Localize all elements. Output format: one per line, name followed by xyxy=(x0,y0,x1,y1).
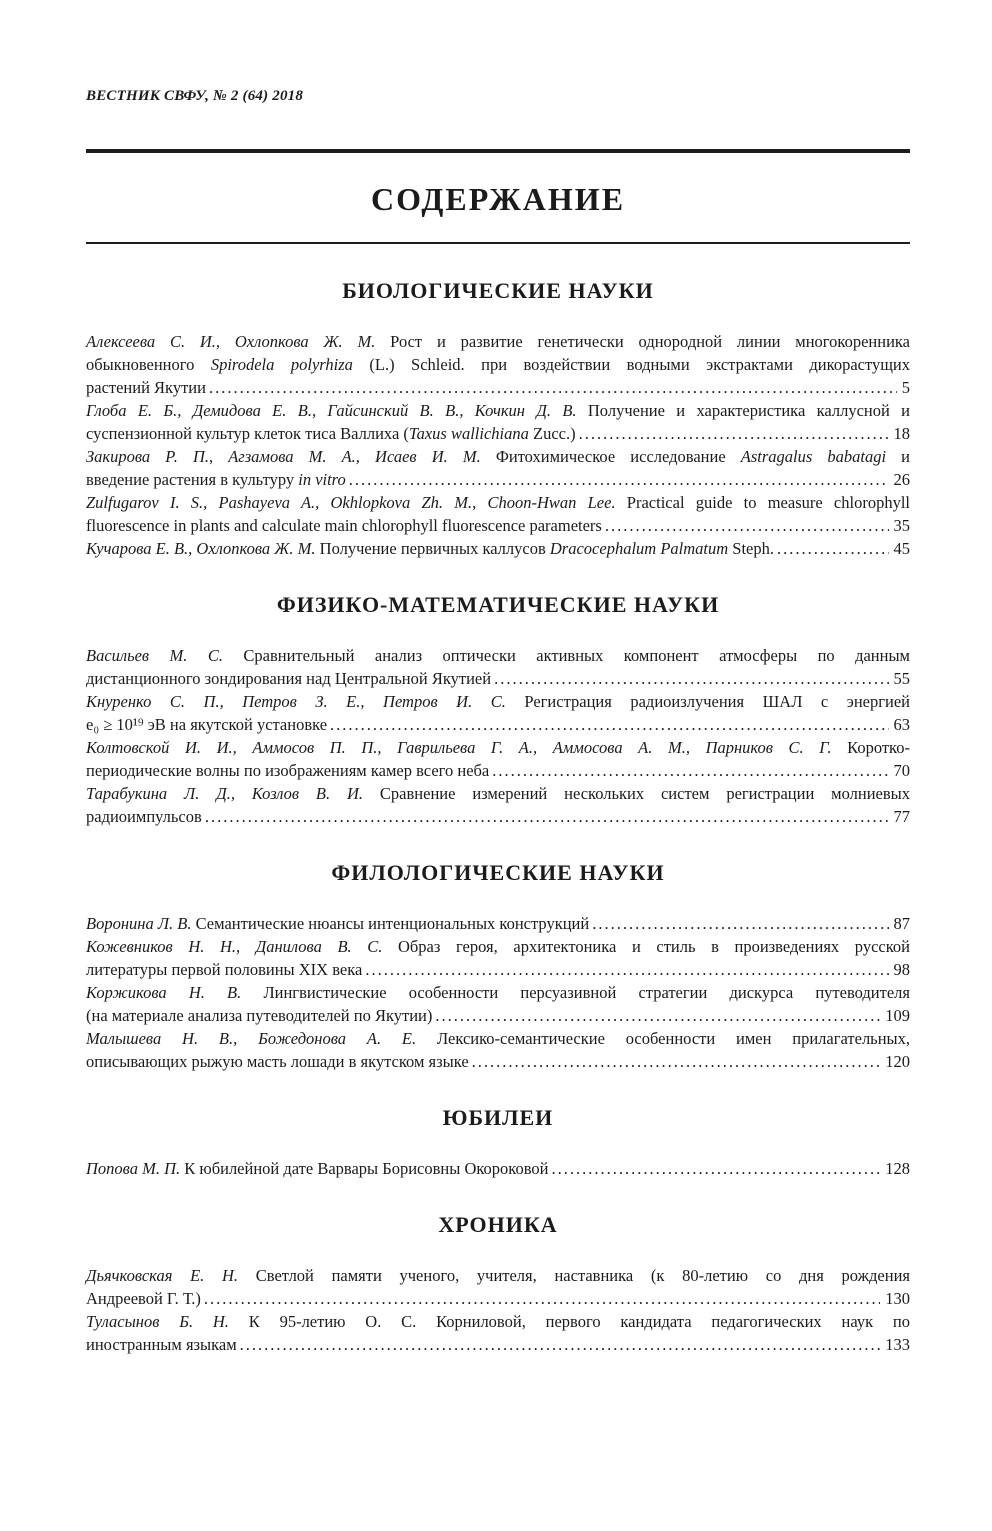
text-segment: обыкновенного xyxy=(86,355,211,374)
entry-text xyxy=(86,958,362,981)
entry-text xyxy=(86,401,910,420)
page-number: 87 xyxy=(893,914,910,933)
italic-segment: in vitro xyxy=(298,470,346,489)
dot-leader xyxy=(472,1050,881,1073)
italic-segment: Дьячковская Е. Н. xyxy=(86,1266,239,1285)
toc-section xyxy=(86,860,910,1073)
entry-line xyxy=(86,981,910,1004)
text-segment: Андреевой Г. Т.) xyxy=(86,1289,201,1308)
entry-line xyxy=(86,330,910,353)
entry-line xyxy=(86,805,910,828)
page-number: 109 xyxy=(885,1006,910,1025)
italic-segment: Попова М. П. xyxy=(86,1159,181,1178)
entry-line xyxy=(86,1027,910,1050)
dot-leader xyxy=(494,667,888,690)
toc-entry xyxy=(86,399,910,445)
italic-segment: Zulfugarov I. S., Pashayeva A., Okhlopkova Zh. M., Choon-Hwan Lee. xyxy=(86,493,616,512)
entry-line xyxy=(86,713,910,736)
dot-leader xyxy=(552,1157,881,1180)
entry-text xyxy=(86,738,910,757)
entry-text xyxy=(86,646,910,665)
text-segment: Practical guide to measure chlorophyll xyxy=(615,493,910,512)
dot-leader xyxy=(592,912,888,935)
toc-entry xyxy=(86,935,910,981)
entry-text xyxy=(86,447,910,466)
toc-section xyxy=(86,1212,910,1356)
entry-text xyxy=(86,713,327,736)
entry-text xyxy=(86,937,910,956)
entry-line xyxy=(86,468,910,491)
italic-segment: Кнуренко С. П., Петров З. Е., Петров И. С. xyxy=(86,692,506,711)
text-segment: e₀ ≥ 10¹⁹ эВ на якутской установке xyxy=(86,715,328,734)
italic-segment: Spirodela polyrhiza xyxy=(210,355,353,374)
text-segment: иностранным языкам xyxy=(86,1335,237,1354)
toc-entry xyxy=(86,1264,910,1310)
entry-text xyxy=(86,1029,910,1048)
page-title: СОДЕРЖАНИЕ xyxy=(370,181,626,217)
text-segment: fluorescence in plants and calculate main chlorophyll fluorescence parameters xyxy=(86,516,602,535)
entry-text xyxy=(86,667,491,690)
page-number: 70 xyxy=(893,761,910,780)
page-number: 45 xyxy=(893,539,910,558)
text-segment: (на материале анализа путеводителей по Якутии) xyxy=(86,1006,433,1025)
toc-entry xyxy=(86,330,910,399)
text-segment: Получение первичных каллусов xyxy=(315,539,550,558)
toc-entry xyxy=(86,912,910,935)
entry-text xyxy=(86,692,910,711)
text-segment: Zucc.) xyxy=(528,424,576,443)
running-header: ВЕСТНИК СВФУ, № 2 (64) 2018 xyxy=(86,88,304,104)
dot-leader xyxy=(204,1287,880,1310)
entry-line xyxy=(86,422,910,445)
entry-text xyxy=(86,468,346,491)
entry-line xyxy=(86,1287,910,1310)
entry-line xyxy=(86,690,910,713)
entry-text xyxy=(86,537,774,560)
dot-leader xyxy=(605,514,889,537)
entry-text xyxy=(86,1333,237,1356)
entry-line xyxy=(86,1264,910,1287)
toc-entry xyxy=(86,981,910,1027)
dot-leader xyxy=(435,1004,880,1027)
toc-entry xyxy=(86,491,910,537)
page-number: 18 xyxy=(893,424,910,443)
italic-segment: Кожевников Н. Н., Данилова В. С. xyxy=(86,937,383,956)
entry-text xyxy=(86,332,910,351)
section-heading: ЮБИЛЕИ xyxy=(442,1105,554,1130)
entry-text xyxy=(86,1287,201,1310)
text-segment: (L.) Schleid. при воздействии водными экстрактами дикорастущих xyxy=(352,355,910,374)
page-number: 63 xyxy=(893,715,910,734)
text-segment: литературы первой половины XIX века xyxy=(86,960,363,979)
section-heading: ХРОНИКА xyxy=(438,1212,558,1237)
text-segment: периодические волны по изображениям камер всего неба xyxy=(86,761,490,780)
toc-entry xyxy=(86,1157,910,1180)
toc-section xyxy=(86,278,910,560)
entry-line xyxy=(86,1333,910,1356)
top-rule xyxy=(86,149,910,153)
page-number: 35 xyxy=(893,516,910,535)
text-segment: Образ героя, архитектоника и стиль в произведениях русской xyxy=(382,937,910,956)
text-segment: введение растения в культуру xyxy=(86,470,299,489)
entry-text xyxy=(86,493,910,512)
text-segment: и xyxy=(886,447,910,466)
section-heading: ФИЗИКО-МАТЕМАТИЧЕСКИЕ НАУКИ xyxy=(276,592,720,617)
entry-text xyxy=(86,1266,910,1285)
italic-segment: Глоба Е. Б., Демидова Е. В., Гайсинский В. В., Кочкин Д. В. xyxy=(86,401,577,420)
italic-segment: Кучарова Е. В., Охлопкова Ж. М. xyxy=(86,539,316,558)
page-number: 77 xyxy=(893,807,910,826)
text-segment: дистанционного зондирования над Центральной Якутией xyxy=(86,669,492,688)
text-segment: К 95-летию О. С. Корниловой, первого кандидата педагогических наук по xyxy=(228,1312,910,1331)
dot-leader xyxy=(349,468,889,491)
entry-text xyxy=(86,983,910,1002)
text-segment: К юбилейной дате Варвары Борисовны Окороковой xyxy=(180,1159,549,1178)
page-number: 133 xyxy=(885,1335,910,1354)
dot-leader xyxy=(492,759,888,782)
text-segment: Регистрация радиоизлучения ШАЛ с энергией xyxy=(505,692,910,711)
entry-line xyxy=(86,759,910,782)
entry-line xyxy=(86,782,910,805)
italic-segment: Алексеева С. И., Охлопкова Ж. М. xyxy=(86,332,376,351)
entry-text xyxy=(86,784,910,803)
dot-leader xyxy=(777,537,889,560)
page-number: 26 xyxy=(893,470,910,489)
italic-segment: Васильев М. С. xyxy=(86,646,223,665)
text-segment: Лексико-семантические особенности имен прилагательных, xyxy=(416,1029,910,1048)
text-segment: Сравнительный анализ оптически активных компонент атмосферы по данным xyxy=(222,646,910,665)
toc-section xyxy=(86,592,910,828)
toc-entry xyxy=(86,1027,910,1073)
toc-entry xyxy=(86,736,910,782)
text-segment: растений Якутии xyxy=(86,378,206,397)
text-segment: Рост и развитие генетически однородной линии многокоренника xyxy=(375,332,910,351)
toc-entry xyxy=(86,445,910,491)
toc-sections xyxy=(86,278,910,1356)
entry-line xyxy=(86,376,910,399)
text-segment: Лингвистические особенности персуазивной стратегии дискурса путеводителя xyxy=(241,983,910,1002)
text-segment: суспензионной культур клеток тиса Валлиха ( xyxy=(86,424,409,443)
entry-text xyxy=(86,514,602,537)
dot-leader xyxy=(579,422,889,445)
entry-line xyxy=(86,491,910,514)
dot-leader xyxy=(209,376,897,399)
entry-line xyxy=(86,1004,910,1027)
italic-segment: Малышева Н. В., Божедонова А. Е. xyxy=(86,1029,417,1048)
entry-text xyxy=(86,805,202,828)
entry-line xyxy=(86,667,910,690)
italic-segment: Astragalus babatagi xyxy=(740,447,887,466)
section-heading: ФИЛОЛОГИЧЕСКИЕ НАУКИ xyxy=(331,860,665,885)
toc-entry xyxy=(86,690,910,736)
page-number: 128 xyxy=(885,1159,910,1178)
toc-entry xyxy=(86,782,910,828)
entry-line xyxy=(86,736,910,759)
text-segment: Получение и характеристика каллусной и xyxy=(576,401,910,420)
entry-text xyxy=(86,1050,469,1073)
toc-entry xyxy=(86,644,910,690)
dot-leader xyxy=(240,1333,881,1356)
text-segment: Коротко- xyxy=(831,738,910,757)
text-segment: Фитохимическое исследование xyxy=(480,447,741,466)
entry-text xyxy=(86,376,206,399)
text-segment: Steph. xyxy=(728,539,774,558)
italic-segment: Закирова Р. П., Агзамова М. А., Исаев И. М. xyxy=(86,447,481,466)
dot-leader xyxy=(365,958,888,981)
entry-line xyxy=(86,1310,910,1333)
italic-segment: Коржикова Н. В. xyxy=(86,983,242,1002)
dot-leader xyxy=(330,713,888,736)
text-segment: радиоимпульсов xyxy=(86,807,202,826)
text-segment: Семантические нюансы интенциональных конструкций xyxy=(191,914,590,933)
entry-text xyxy=(86,912,589,935)
page-number: 120 xyxy=(885,1052,910,1071)
entry-line xyxy=(86,514,910,537)
italic-segment: Воронина Л. В. xyxy=(86,914,192,933)
toc-section xyxy=(86,1105,910,1180)
entry-line xyxy=(86,537,910,560)
page-number: 130 xyxy=(885,1289,910,1308)
title-rule xyxy=(86,242,910,244)
entry-text xyxy=(86,1157,549,1180)
text-segment: Светлой памяти ученого, учителя, наставника (к 80-летию со дня рождения xyxy=(238,1266,911,1285)
page-number: 98 xyxy=(893,960,910,979)
page-number: 5 xyxy=(901,378,910,397)
entry-text xyxy=(86,422,576,445)
dot-leader xyxy=(205,805,889,828)
page-number: 55 xyxy=(893,669,910,688)
text-segment: описывающих рыжую масть лошади в якутском языке xyxy=(86,1052,469,1071)
text-segment: Сравнение измерений нескольких систем регистрации молниевых xyxy=(363,784,910,803)
entry-text xyxy=(86,1312,910,1331)
italic-segment: Taxus wallichiana xyxy=(408,424,529,443)
entry-text xyxy=(86,355,910,374)
entry-line xyxy=(86,399,910,422)
entry-line xyxy=(86,445,910,468)
entry-line xyxy=(86,644,910,667)
toc-entry xyxy=(86,1310,910,1356)
italic-segment: Dracocephalum Palmatum xyxy=(549,539,729,558)
entry-line xyxy=(86,912,910,935)
entry-line xyxy=(86,353,910,376)
entry-text xyxy=(86,1004,432,1027)
italic-segment: Тарабукина Л. Д., Козлов В. И. xyxy=(86,784,364,803)
entry-text xyxy=(86,759,489,782)
entry-line xyxy=(86,1050,910,1073)
italic-segment: Колтовской И. И., Аммосов П. П., Гаврильева Г. А., Аммосова А. М., Парников С. Г. xyxy=(86,738,832,757)
entry-line xyxy=(86,1157,910,1180)
entry-line xyxy=(86,935,910,958)
italic-segment: Туласынов Б. Н. xyxy=(86,1312,229,1331)
entry-line xyxy=(86,958,910,981)
toc-entry xyxy=(86,537,910,560)
section-heading: БИОЛОГИЧЕСКИЕ НАУКИ xyxy=(342,278,654,303)
